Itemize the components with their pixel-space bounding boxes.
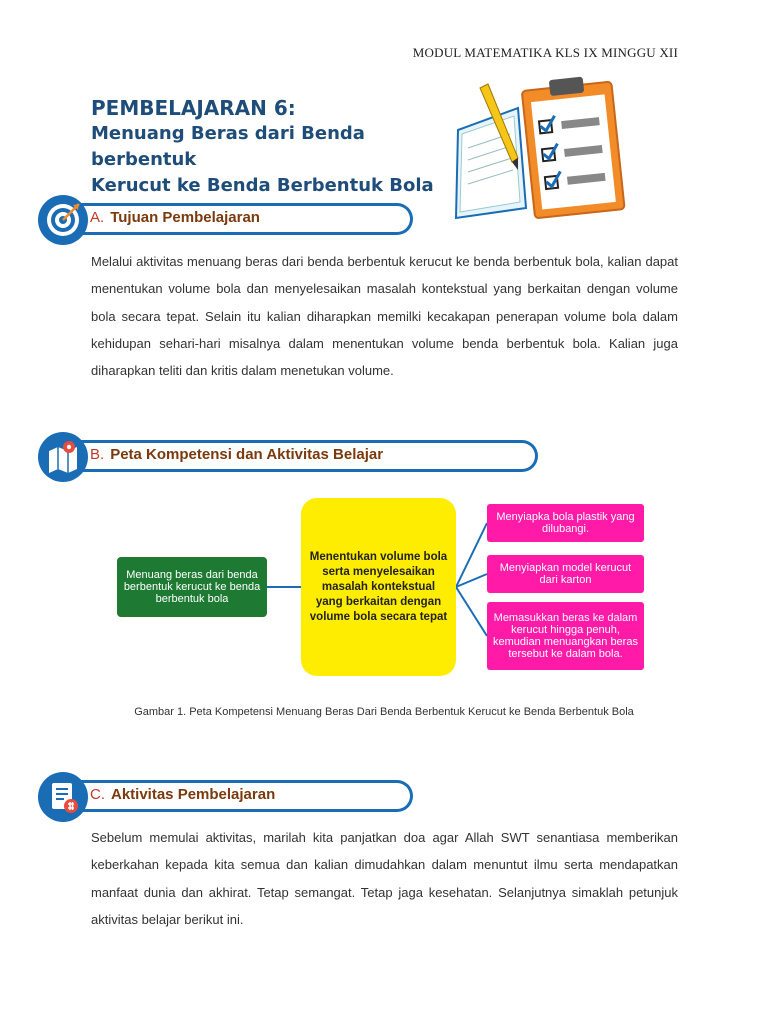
title-line-3: Kerucut ke Benda Berbentuk Bola	[91, 175, 434, 196]
title-line-1: PEMBELAJARAN 6:	[91, 96, 296, 120]
concept-map-step-node: Menyiapka bola plastik yang dilubangi.	[487, 504, 644, 542]
running-header: MODUL MATEMATIKA KLS IX MINGGU XII	[412, 45, 678, 60]
concept-map-activity-node: Menuang beras dari benda berbentuk kerucut ke benda berbentuk bola	[117, 557, 267, 617]
section-b-letter: B.	[90, 446, 105, 463]
concept-map-competency-node: Menentukan volume bola serta menyelesaikan masalah kontekstual yang berkaitan dengan volume bola secara tepat	[301, 498, 456, 676]
section-a-letter: A.	[90, 209, 105, 226]
section-c-header	[38, 772, 416, 822]
figure-caption	[0, 706, 768, 718]
section-c-heading	[90, 786, 275, 803]
document-icon	[38, 772, 88, 822]
title-line-2: Menuang Beras dari Benda berbentuk	[91, 123, 365, 170]
section-c-paragraph: Sebelum memulai aktivitas, marilah kita panjatkan doa agar Allah SWT senantiasa memberikan keberkahan kepada kita semua dan kalian dimudahkan dalam menuntut ilmu serta mendapatkan manfaat dunia dan akhirat. Tetap semangat. Tetap jaga kesehatan. Selanjutnya simaklah petunjuk aktivitas belajar berikut ini.	[91, 830, 678, 927]
section-a-title: Tujuan Pembelajaran	[110, 209, 260, 226]
figure-caption-text: Gambar 1. Peta Kompetensi Menuang Beras Dari Benda Berbentuk Kerucut ke Benda Berbentuk Bola	[134, 706, 634, 718]
concept-map-step-node: Memasukkan beras ke dalam kerucut hingga penuh, kemudian menuangkan beras tersebut ke dalam bola.	[487, 602, 644, 670]
section-c-letter: C.	[90, 786, 105, 803]
concept-map-step-node: Menyiapkan model kerucut dari karton	[487, 555, 644, 593]
section-b-title: Peta Kompetensi dan Aktivitas Belajar	[110, 446, 384, 463]
section-a-paragraph: Melalui aktivitas menuang beras dari benda berbentuk kerucut ke benda berbentuk bola, kalian dapat menentukan volume bola dan menyelesaikan masalah kontekstual yang berkaitan dengan volume bola secara tepat. Selain itu kalian diharapkan memilki kecakapan penerapan volume bola dalam kehidupan sehari-hari misalnya dalam menentukan volume benda berbentuk bola. Kalian juga diharapkan teliti dan kritis dalam menetukan volume.	[91, 254, 678, 379]
section-c-title: Aktivitas Pembelajaran	[111, 786, 276, 803]
